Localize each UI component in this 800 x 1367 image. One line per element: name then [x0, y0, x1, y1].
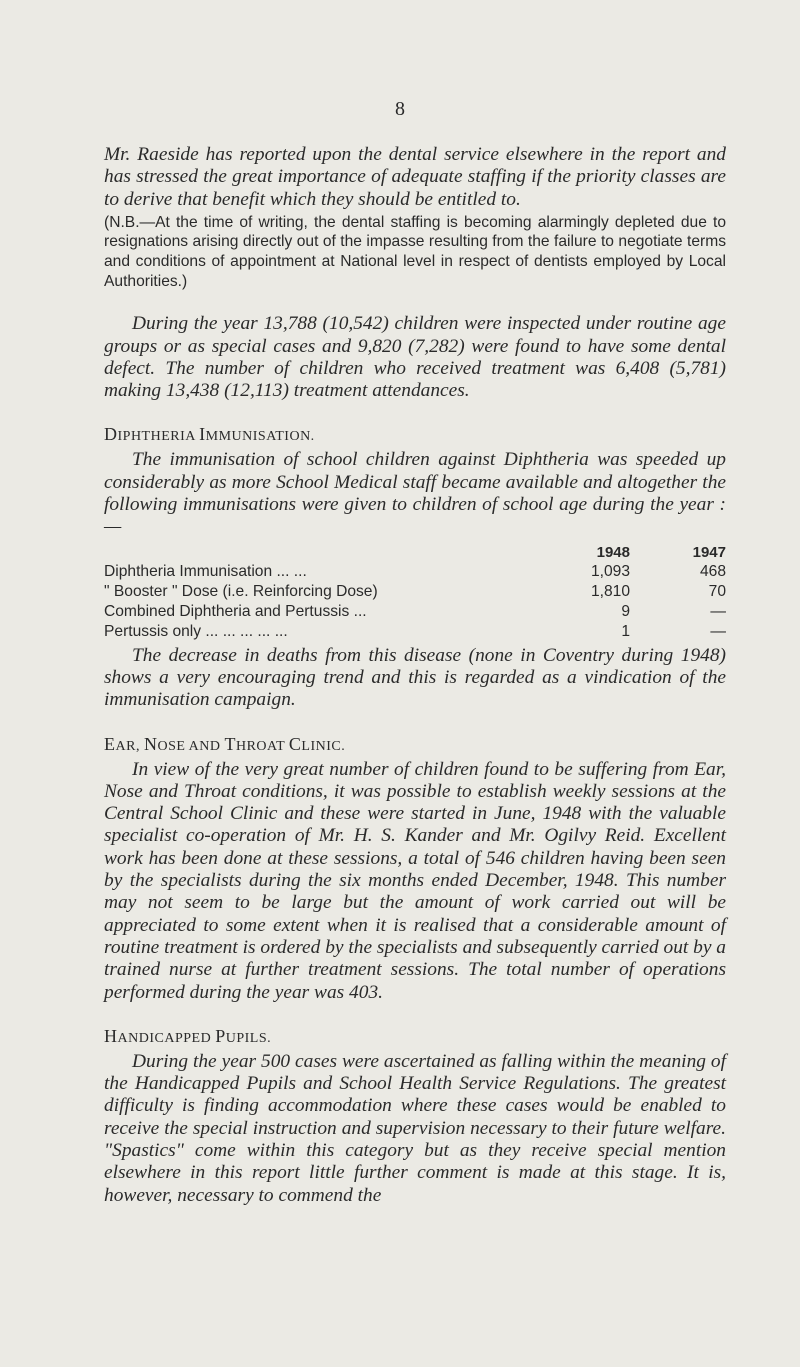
table-cell: 1,810 [590, 582, 630, 600]
diphtheria-outro-paragraph: The decrease in deaths from this disease (none in Coventry during 1948) shows a very encouraging trend and this is regarded as a vindication of the immunisation campaign. [104, 644, 726, 711]
table-cell: Pertussis only ... ... ... ... ... [104, 622, 288, 640]
table-header-cell: 1947 [692, 543, 726, 561]
dental-stats-paragraph: During the year 13,788 (10,542) children were inspected under routine age groups or as special cases and 9,820 (7,282) were found to have some dental defect. The number of children who received treatment was 6,408 (5,781) making 13,438 (12,113) treatment attendances. [104, 313, 726, 402]
table-cell: 70 [708, 582, 726, 600]
table-cell: " Booster " Dose (i.e. Reinforcing Dose) [104, 582, 378, 600]
table-cell: — [710, 602, 726, 620]
dental-note-paragraph: (N.B.—At the time of writing, the dental staffing is becoming alarmingly depleted due to resignations arising directly out of the impasse resulting from the failure to negotiate terms and conditions of appointment at National level in respect of dentists employed by Local Authorities.) [104, 213, 726, 290]
table-row [104, 581, 726, 601]
page-number: 8 [395, 98, 405, 120]
table-cell: — [710, 622, 726, 640]
table-row [104, 561, 726, 581]
table-cell: 468 [699, 562, 726, 580]
table-row [104, 601, 726, 621]
table-header-row [104, 541, 726, 561]
table-cell: Diphtheria Immunisation ... ... [104, 562, 307, 580]
table-header-cell [104, 541, 560, 561]
diphtheria-intro-paragraph: The immunisation of school children against Diphtheria was speeded up considerably as more School Medical staff became available and altogether the following immunisations were given to children of school age during the year :— [104, 449, 726, 538]
table-header-cell: 1948 [596, 543, 630, 561]
dental-intro-paragraph: Mr. Raeside has reported upon the dental service elsewhere in the report and has stressed the great importance of adequate staffing if the priority classes are to derive that benefit which they should be entitled to. [104, 144, 726, 210]
ent-clinic-paragraph: In view of the very great number of children found to be suffering from Ear, Nose and Throat conditions, it was possible to establish weekly sessions at the Central School Clinic and these were started in June, 1948 with the valuable specialist co-operation of Mr. H. S. Kander and Mr. Ogilvy Reid. Excellent work has been done at these sessions, a total of 546 children having been seen by the specialists during the six months ended December, 1948. This number may not seem to be large but the amount of work carried out will be appreciated to some extent when it is realised that a considerable amount of routine treatment is ordered by the specialists and subsequently carried out by a trained nurse at further treatment sessions. The total number of operations performed during the year was 403. [104, 758, 726, 1003]
immunisation-table [104, 541, 726, 641]
page-body [104, 144, 726, 1207]
table-cell: 1,093 [590, 562, 630, 580]
table-row [104, 621, 726, 641]
handicapped-pupils-paragraph: During the year 500 cases were ascertained as falling within the meaning of the Handicapped Pupils and School Health Service Regulations. The greatest difficulty is finding accommodation where these cases would be enabled to receive the special instruction and supervision necessary to their future welfare. "Spastics" come within this category but as they receive special mention elsewhere in this report little further comment is made at this stage. It is, however, necessary to commend the [104, 1050, 726, 1206]
table-cell: 1 [621, 622, 630, 640]
table-cell: 9 [621, 602, 630, 620]
ent-clinic-heading: EAR, NOSE AND THROAT CLINIC. [104, 733, 346, 754]
table-cell: Combined Diphtheria and Pertussis ... [104, 602, 367, 620]
diphtheria-heading: DIPHTHERIA IMMUNISATION. [104, 424, 315, 445]
handicapped-pupils-heading: HANDICAPPED PUPILS. [104, 1025, 272, 1046]
